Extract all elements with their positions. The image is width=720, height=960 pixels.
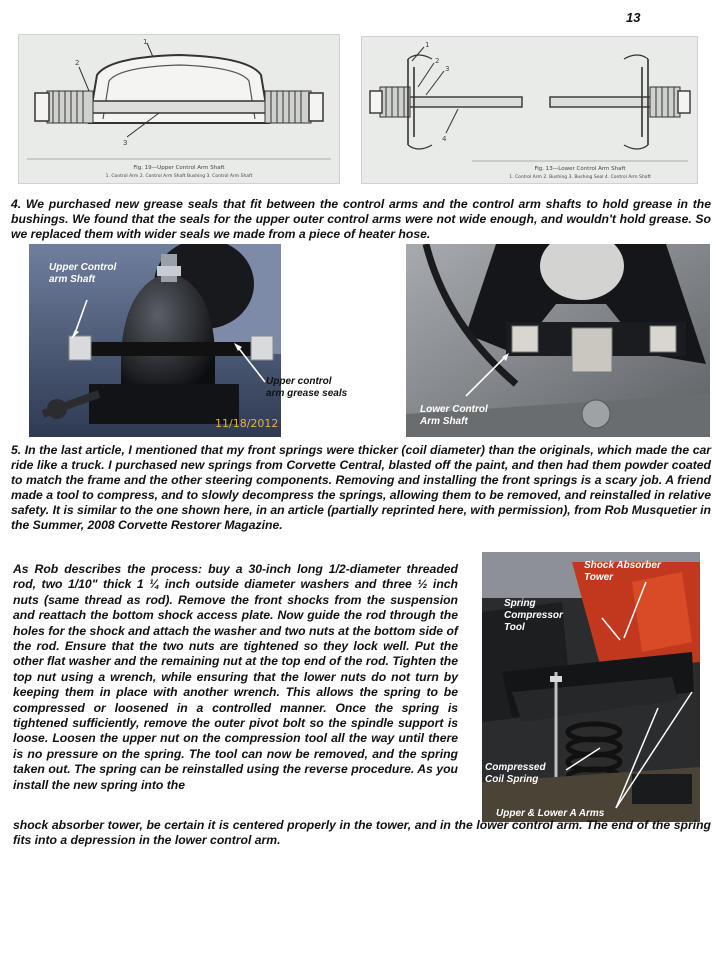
paragraph-4: 4. We purchased new grease seals that fit between the control arms and the control arm shafts to hold grease in the bushings. We found that the seals for the upper outer control arms were not wide enough, and wouldn't hold grease. So we replaced them with wider seals we made from a piece of heater hose. <box>11 197 711 242</box>
lower-shaft-drawing <box>362 37 697 183</box>
lower-shaft-label: Lower Control Arm Shaft <box>420 404 488 427</box>
upper-callout-1: 1 <box>143 38 148 46</box>
upper-shaft-drawing <box>19 35 339 183</box>
shock-tower-label: Shock Absorber Tower <box>584 560 661 583</box>
spring-compressor-photo <box>482 552 700 822</box>
paragraph-5: 5. In the last article, I mentioned that my front springs were thicker (coil diameter) than the originals, which made the car ride like a truck. I purchased new springs from Corvette Central, blasted off the paint, and then had them powder coated to match the frame and the other steering components. Removing and installing the front springs is a scary job. A friend made a tool to compress, and to slowly decompress the springs, allowing them to be removed, and reinstalled in relative safety. It is similar to the one shown here, in an article (partially reprinted here, with permission), from Rob Musquetier in the Summer, 2008 Corvette Restorer Magazine. <box>11 443 711 533</box>
lower-fig-caption-parts: 1. Control Arm 2. Bushing 3. Bushing Seal 4. Control Arm Shaft <box>509 175 651 180</box>
lower-callout-3: 3 <box>445 65 450 73</box>
upper-control-arm-shaft-diagram <box>18 34 340 184</box>
photo-date-stamp: 11/18/2012 <box>215 417 279 430</box>
a-arms-label: Upper & Lower A Arms <box>496 808 605 819</box>
lower-control-arm-shaft-diagram <box>361 36 698 184</box>
upper-control-arm-photo <box>29 244 281 437</box>
lower-fig-caption-title: Fig. 13—Lower Control Arm Shaft <box>534 166 626 172</box>
lower-callout-4: 4 <box>442 135 447 143</box>
upper-grease-seals-label: Upper control arm grease seals <box>266 376 348 399</box>
lower-control-arm-photo <box>406 244 710 437</box>
upper-fig-caption-title: Fig. 19—Upper Control Arm Shaft <box>133 165 225 171</box>
procedure-paragraph: As Rob describes the process: buy a 30-inch long 1/2-diameter threaded rod, two 1/10" thick 1 ¼ inch outside diameter washers and three ½ inch nuts (same thread as rod). Remove the front shocks from the suspension and reattach the bottom shock access plate. Now guide the rod through the holes for the shock and attach the washer and two nuts at the bottom side of the rod. Ensure that the two nuts are tightened so they lock well. Put the other flat washer and the remaining nut at the top end of the rod. Tighten the top nut using a wrench, while ensuring that the lower nuts do not turn by keeping them in place with another wrench. This allows the spring to be compressed or loosened in a controlled manner. Once the spring is tightened sufficiently, remove the outer pivot bolt so the spindle support is loose. Loosen the upper nut on the compression tool all the way until there is no pressure on the spring. The tool can now be removed, and the spring taken out. The spring can be reinstalled using the reverse procedure. As you install the new spring into the <box>13 562 458 792</box>
page-number: 13 <box>626 10 641 25</box>
spring-tool-label: Spring Compressor Tool <box>504 598 563 633</box>
procedure-continuation: shock absorber tower, be certain it is centered properly in the tower, and in the lower control arm. The end of the spring fits into a depression in the lower control arm. <box>13 818 711 848</box>
lower-callout-2: 2 <box>435 57 440 65</box>
upper-callout-3: 3 <box>123 139 128 147</box>
coil-spring-label: Compressed Coil Spring <box>485 762 546 785</box>
upper-fig-caption-parts: 1. Control Arm 2. Control Arm Shaft Bushing 3. Control Arm Shaft <box>105 174 253 179</box>
upper-callout-2: 2 <box>75 59 80 67</box>
upper-shaft-label: Upper Control arm Shaft <box>49 262 117 285</box>
lower-callout-1: 1 <box>425 41 430 49</box>
